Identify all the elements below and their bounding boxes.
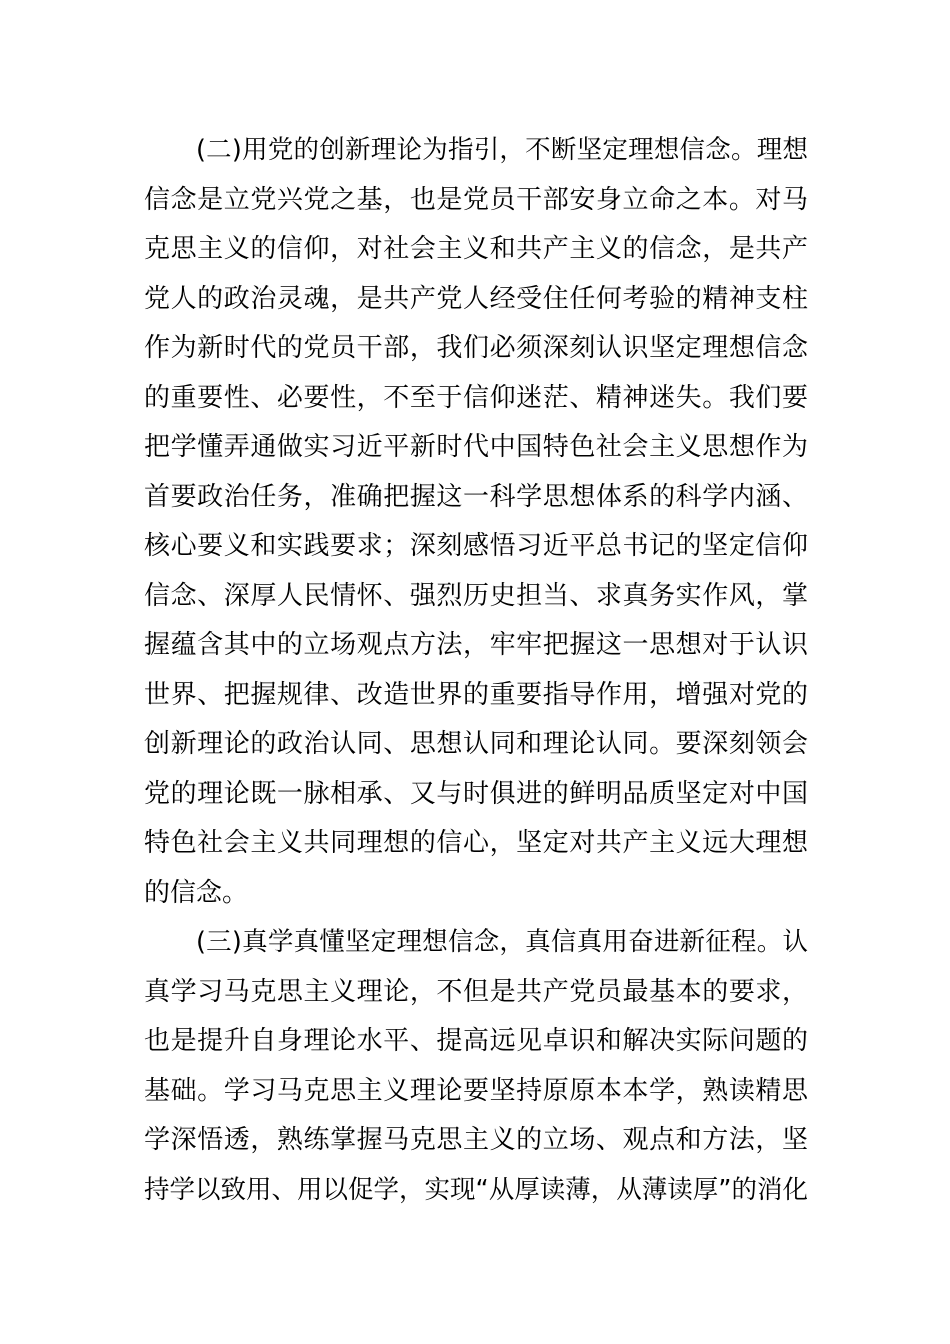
paragraph-1-line-12: 世界、把握规律、改造世界的重要指导作用，增强对党的: [144, 679, 808, 710]
paragraph-1-line-16: 的信念。: [144, 877, 249, 908]
paragraph-2-line-1: (三)真学真懂坚定理想信念，真信真用奋进新征程。认: [196, 927, 808, 957]
paragraph-1-line-5: 作为新时代的党员干部，我们必须深刻认识坚定理想信念: [144, 333, 808, 363]
paragraph-1-line-6: 的重要性、必要性，不至于信仰迷茫、精神迷失。我们要: [144, 382, 808, 413]
paragraph-1-line-4: 党人的政治灵魂，是共产党人经受住任何考验的精神支柱: [144, 283, 808, 314]
paragraph-2-line-4: 基础。学习马克思主义理论要坚持原原本本学，熟读精思: [144, 1075, 808, 1106]
paragraph-1-line-8: 首要政治任务，准确把握这一科学思想体系的科学内涵、: [144, 481, 808, 512]
paragraph-1-line-11: 握蕴含其中的立场观点方法，牢牢把握这一思想对于认识: [144, 630, 808, 660]
paragraph-1-line-9: 核心要义和实践要求；深刻感悟习近平总书记的坚定信仰: [144, 531, 808, 561]
paragraph-1-line-13: 创新理论的政治认同、思想认同和理论认同。要深刻领会: [144, 729, 808, 759]
paragraph-1-line-10: 信念、深厚人民情怀、强烈历史担当、求真务实作风，掌: [144, 580, 808, 611]
paragraph-1-line-2: 信念是立党兴党之基，也是党员干部安身立命之本。对马: [144, 184, 808, 215]
paragraph-1-line-1: (二)用党的创新理论为指引，不断坚定理想信念。理想: [196, 135, 808, 165]
paragraph-1-line-3: 克思主义的信仰，对社会主义和共产主义的信念，是共产: [144, 234, 808, 264]
paragraph-1-line-7: 把学懂弄通做实习近平新时代中国特色社会主义思想作为: [144, 432, 808, 462]
paragraph-1-line-14: 党的理论既一脉相承、又与时俱进的鲜明品质坚定对中国: [144, 778, 808, 809]
document-body: [144, 126, 808, 1215]
paragraph-2-line-3: 也是提升自身理论水平、提高远见卓识和解决实际问题的: [144, 1026, 808, 1056]
paragraph-2-line-5: 学深悟透，熟练掌握马克思主义的立场、观点和方法，坚: [144, 1125, 808, 1155]
paragraph-1-line-15: 特色社会主义共同理想的信心，坚定对共产主义远大理想: [144, 828, 808, 858]
paragraph-2-line-2: 真学习马克思主义理论，不但是共产党员最基本的要求，: [144, 976, 808, 1007]
paragraph-2-line-6: 持学以致用、用以促学，实现“从厚读薄，从薄读厚”的消化: [144, 1174, 808, 1205]
